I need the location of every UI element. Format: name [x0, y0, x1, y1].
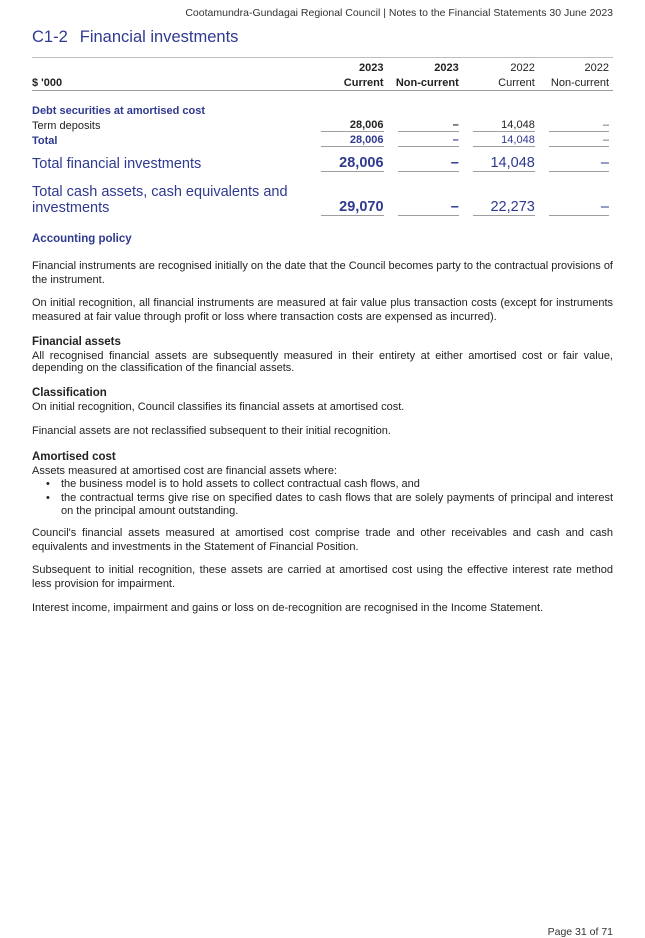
- section-title: [32, 28, 238, 47]
- investments-table: [32, 59, 613, 216]
- cell-value: –: [539, 172, 613, 216]
- cell-value: 28,006: [311, 147, 387, 172]
- row-label: Total: [32, 135, 58, 147]
- policy-paragraph: Financial instruments are recognised initially on the date that the Council becomes party to the contractual provisions of the instrument.: [32, 260, 613, 286]
- cell-value: 28,006: [311, 117, 387, 132]
- accounting-policy-heading: [32, 233, 613, 247]
- policy-paragraph: On initial recognition, all financial instruments are measured at fair value plus transaction costs (except for instruments measured at fair value through profit or loss where transaction costs are expensed as incurred).: [32, 297, 613, 323]
- cell-value: –: [539, 132, 613, 147]
- table-header-types: [32, 74, 613, 91]
- list-item: • the contractual terms give rise on specified dates to cash flows that are solely payments of principal and interest on the principal amount outstanding.: [32, 492, 613, 519]
- financial-assets-text: All recognised financial assets are subsequently measured in their entirety at either amortised cost or fair value, depending on the classification of the financial assets.: [32, 349, 613, 374]
- unit-label: $ '000: [32, 74, 311, 91]
- policy-paragraph: Financial assets are not reclassified subsequent to their initial recognition.: [32, 425, 391, 437]
- row-label: Total financial investments: [32, 156, 202, 172]
- financial-assets-heading: Financial assets: [32, 336, 121, 348]
- cell-value: 28,006: [311, 132, 387, 147]
- document-header: Cootamundra-Gundagai Regional Council | Notes to the Financial Statements 30 June 2023: [185, 7, 613, 19]
- col-header-year: 2022: [584, 62, 609, 74]
- amortised-cost-heading: Amortised cost: [32, 451, 116, 463]
- total-cash-row: [32, 172, 613, 216]
- cell-value: 22,273: [463, 172, 539, 216]
- cell-value: –: [388, 172, 463, 216]
- financial-assets-block: [32, 336, 613, 374]
- amortised-cost-block: [32, 451, 613, 519]
- table-row: [32, 132, 613, 147]
- row-label: [32, 172, 311, 216]
- classification-text: On initial recognition, Council classifies its financial assets at amortised cost.: [32, 400, 405, 413]
- col-header-year: 2023: [434, 62, 459, 74]
- col-header-type: Non-current: [539, 74, 613, 91]
- policy-paragraph: Interest income, impairment and gains or loss on de-recognition are recognised in the Income Statement.: [32, 602, 544, 614]
- cell-value: –: [539, 117, 613, 132]
- policy-paragraph: Council's financial assets measured at amortised cost comprise trade and other receivables and cash and cash equivalents and investments in the Statement of Financial Position.: [32, 527, 613, 553]
- subheading-row: [32, 91, 613, 118]
- classification-heading: Classification: [32, 387, 107, 399]
- cell-value: –: [388, 117, 463, 132]
- classification-block: [32, 387, 613, 414]
- col-header-type: Non-current: [388, 74, 463, 91]
- page-number: Page 31 of 71: [547, 926, 613, 938]
- table-subheading: Debt securities at amortised cost: [32, 105, 206, 117]
- section-title-text: Financial investments: [79, 28, 239, 46]
- cell-value: 29,070: [311, 172, 387, 216]
- table-row: [32, 117, 613, 132]
- col-header-year: 2022: [510, 62, 535, 74]
- policy-paragraph: Subsequent to initial recognition, these assets are carried at amortised cost using the effective interest rate method less provision for impairment.: [32, 564, 613, 590]
- accounting-policy-heading-text: Accounting policy: [32, 233, 132, 245]
- cell-value: 14,048: [463, 147, 539, 172]
- amortised-cost-list: [32, 478, 613, 519]
- cell-value: –: [539, 147, 613, 172]
- list-item: • the business model is to hold assets to collect contractual cash flows, and: [32, 478, 613, 492]
- col-header-year: 2023: [359, 62, 384, 74]
- table-header-years: [32, 59, 613, 74]
- amortised-cost-intro: Assets measured at amortised cost are financial assets where:: [32, 464, 338, 477]
- cell-value: –: [388, 147, 463, 172]
- col-header-type: Current: [311, 74, 387, 91]
- col-header-type: Current: [463, 74, 539, 91]
- top-rule: [32, 57, 613, 58]
- row-label: Term deposits: [32, 120, 101, 132]
- total-investments-row: [32, 147, 613, 172]
- section-number: C1-2: [32, 28, 68, 46]
- cell-value: 14,048: [463, 117, 539, 132]
- row-label-line: investments: [32, 200, 110, 216]
- row-label-line: Total cash assets, cash equivalents and: [32, 184, 288, 200]
- cell-value: 14,048: [463, 132, 539, 147]
- cell-value: –: [388, 132, 463, 147]
